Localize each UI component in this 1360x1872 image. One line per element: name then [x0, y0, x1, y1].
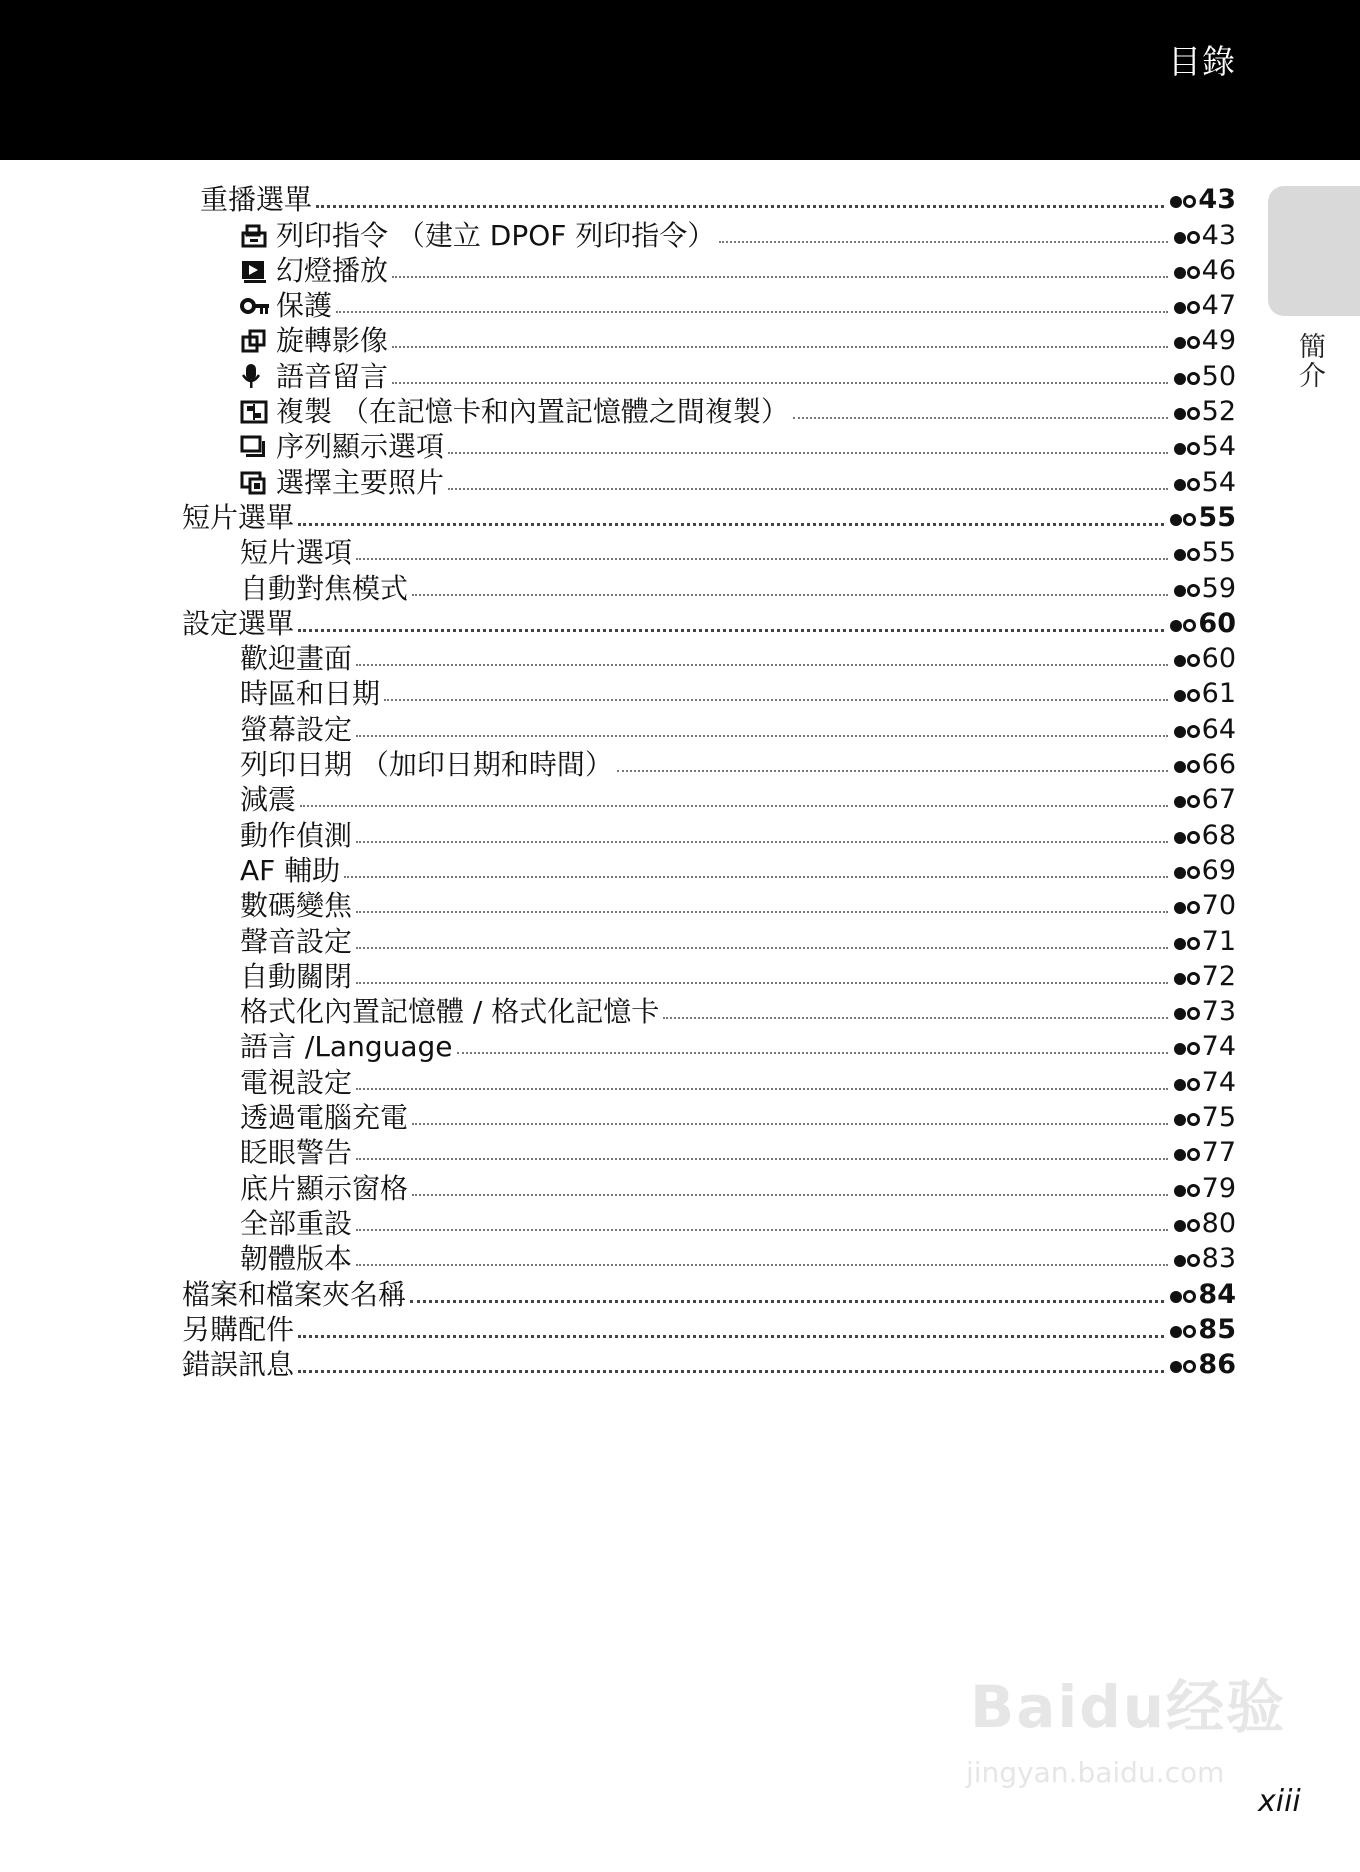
toc-entry-text: 數碼變焦 [240, 889, 353, 923]
toc-entry-text: 電視設定 [240, 1065, 353, 1099]
toc-entry-text: 短片選單 [182, 500, 295, 534]
toc-subentry[interactable] [182, 288, 1236, 323]
dot-leader [356, 664, 1168, 666]
toc-subentry[interactable] [182, 217, 1236, 252]
dot-leader [392, 276, 1168, 278]
reference-section-icon [1174, 687, 1200, 702]
toc-entry-text: 歡迎畫面 [240, 642, 353, 676]
toc-page-number: 72 [1201, 960, 1236, 992]
reference-section-icon [1174, 1252, 1200, 1267]
dot-leader [356, 1088, 1168, 1090]
toc-entry-text: 時區和日期 [240, 677, 381, 711]
toc-entry-text: 設定選單 [182, 606, 295, 640]
toc-entry-text: 錯誤訊息 [182, 1348, 295, 1382]
dot-leader [298, 1335, 1164, 1338]
toc-page-number: 55 [1201, 537, 1236, 569]
toc-page-reference [1170, 182, 1236, 217]
page-number: xiii [1258, 1784, 1301, 1819]
section-tab [1268, 186, 1360, 316]
toc-page-reference [1174, 994, 1236, 1029]
toc-page-reference [1174, 571, 1236, 606]
toc-page-number: 50 [1201, 360, 1236, 392]
toc-page-reference [1174, 959, 1236, 994]
dot-leader [663, 1017, 1167, 1019]
reference-section-icon [1174, 1111, 1200, 1126]
toc-page-number: 79 [1201, 1172, 1236, 1204]
toc-page-reference [1174, 782, 1236, 817]
toc-entry-label [240, 253, 388, 288]
toc-entry-label [240, 782, 296, 817]
toc-page-number: 60 [1201, 643, 1236, 675]
toc-page-number: 54 [1201, 466, 1236, 498]
toc-subentry[interactable] [182, 1170, 1236, 1205]
toc-section-entry[interactable] [182, 500, 1236, 535]
dot-leader [298, 523, 1164, 526]
toc-page-reference [1174, 712, 1236, 747]
toc-page-reference [1174, 747, 1236, 782]
toc-entry-text: 列印日期 （加印日期和時間） [240, 748, 613, 782]
toc-entry-text: 自動關閉 [240, 959, 353, 993]
reference-section-icon [1174, 793, 1200, 808]
toc-subentry[interactable] [182, 641, 1236, 676]
reference-section-icon [1174, 723, 1200, 738]
toc-page-reference [1174, 1100, 1236, 1135]
toc-entry-label [240, 994, 659, 1029]
dot-leader [412, 1194, 1168, 1196]
toc-page-reference [1174, 218, 1236, 253]
toc-entry-text: 格式化內置記憶體 / 格式化記憶卡 [240, 995, 660, 1029]
reference-section-icon [1174, 829, 1200, 844]
toc-page-number: 70 [1201, 890, 1236, 922]
toc-page-reference [1174, 394, 1236, 429]
toc-entry-label [240, 429, 444, 464]
toc-page-number: 61 [1201, 678, 1236, 710]
toc-page-reference [1174, 676, 1236, 711]
header-title: 目錄 [1168, 42, 1236, 81]
dot-leader [300, 805, 1168, 807]
toc-page-number: 75 [1201, 1102, 1236, 1134]
toc-entry-label [240, 218, 715, 253]
toc-subentry[interactable] [182, 253, 1236, 288]
dot-leader [384, 699, 1168, 701]
toc-entry-text: 語音留言 [276, 359, 389, 393]
reference-section-icon [1174, 405, 1200, 420]
toc-subentry[interactable] [182, 817, 1236, 852]
toc-page-reference [1174, 288, 1236, 323]
toc-entry-label [240, 1065, 352, 1100]
toc-page-number: 85 [1198, 1313, 1236, 1345]
reference-section-icon [1174, 299, 1200, 314]
toc-page-reference [1174, 1065, 1236, 1100]
watermark-logo: Baidu经验 [970, 1673, 1287, 1741]
toc-page-reference [1174, 323, 1236, 358]
slide-show-icon [240, 256, 268, 280]
dot-leader [392, 346, 1168, 348]
copy-icon [240, 397, 268, 421]
protect-key-icon [240, 291, 268, 315]
toc-page-number: 43 [1201, 219, 1236, 251]
toc-entry-label [240, 288, 332, 323]
dot-leader [392, 382, 1168, 384]
toc-section-entry[interactable] [182, 182, 1236, 217]
reference-section-icon [1170, 511, 1196, 526]
reference-section-icon [1174, 1217, 1200, 1232]
toc-page-reference [1170, 1312, 1236, 1347]
toc-subentry[interactable] [182, 394, 1236, 429]
toc-page-reference [1174, 818, 1236, 853]
toc-entry-label [240, 641, 352, 676]
toc-page-number: 73 [1201, 996, 1236, 1028]
toc-entry-label [240, 712, 352, 747]
toc-subentry[interactable] [182, 464, 1236, 499]
dot-leader [316, 205, 1164, 208]
toc-entry-text: 重播選單 [200, 183, 313, 217]
reference-section-icon [1174, 440, 1200, 455]
toc-entry-label [240, 1135, 352, 1170]
reference-section-icon [1170, 1323, 1196, 1338]
toc-subentry[interactable] [182, 1135, 1236, 1170]
toc-entry-text: 列印指令 （建立 DPOF 列印指令） [276, 218, 716, 252]
dot-leader [356, 841, 1168, 843]
reference-section-icon [1170, 193, 1196, 208]
toc-subentry[interactable] [182, 1064, 1236, 1099]
toc-entry-text: 減震 [240, 783, 297, 817]
toc-entry-text: 檔案和檔案夾名稱 [182, 1277, 407, 1311]
toc-page-number: 55 [1198, 501, 1236, 533]
reference-section-icon [1174, 1182, 1200, 1197]
toc-page-number: 43 [1198, 184, 1236, 216]
toc-page-reference [1174, 1241, 1236, 1276]
watermark-url: jingyan.baidu.com [966, 1756, 1225, 1789]
toc-page-number: 86 [1198, 1349, 1236, 1381]
toc-page-reference [1174, 1135, 1236, 1170]
toc-entry-label [240, 676, 380, 711]
toc-entry-text: 動作偵測 [240, 818, 353, 852]
toc-entry-label [182, 1347, 294, 1382]
toc-page-number: 83 [1201, 1243, 1236, 1275]
toc-subentry[interactable] [182, 782, 1236, 817]
toc-page-reference [1174, 465, 1236, 500]
toc-page-number: 74 [1201, 1031, 1236, 1063]
toc-entry-label [240, 1206, 352, 1241]
toc-page-reference [1174, 253, 1236, 288]
dot-leader [298, 1370, 1164, 1373]
toc-subentry[interactable] [182, 429, 1236, 464]
toc-entry-text: 螢幕設定 [240, 712, 353, 746]
toc-entry-text: 序列顯示選項 [276, 430, 445, 464]
toc-subentry[interactable] [182, 923, 1236, 958]
reference-section-icon [1174, 1040, 1200, 1055]
page-header [0, 0, 1360, 160]
toc-subentry[interactable] [182, 358, 1236, 393]
toc-entry-label [240, 1029, 453, 1064]
toc-page-number: 66 [1201, 749, 1236, 781]
toc-page-number: 47 [1201, 290, 1236, 322]
toc-subentry[interactable] [182, 535, 1236, 570]
toc-page-number: 60 [1198, 607, 1236, 639]
sequence-display-icon [240, 432, 268, 456]
toc-page-reference [1170, 606, 1236, 641]
toc-page-number: 59 [1201, 572, 1236, 604]
toc-entry-label [240, 394, 789, 429]
toc-entry-text: 幻燈播放 [276, 253, 389, 287]
toc-subentry[interactable] [182, 747, 1236, 782]
toc-subentry[interactable] [182, 888, 1236, 923]
reference-section-icon [1174, 370, 1200, 385]
toc-subentry[interactable] [182, 711, 1236, 746]
dot-leader [298, 629, 1164, 632]
toc-section-entry[interactable] [182, 1312, 1236, 1347]
reference-section-icon [1174, 970, 1200, 985]
reference-section-icon [1174, 476, 1200, 491]
toc-page-number: 54 [1201, 431, 1236, 463]
toc-entry-text: 保護 [276, 289, 333, 323]
toc-entry-label [240, 1241, 352, 1276]
toc-entry-label [182, 1277, 406, 1312]
dot-leader [410, 1300, 1164, 1303]
dot-leader [356, 1264, 1168, 1266]
reference-section-icon [1174, 899, 1200, 914]
toc-page-number: 67 [1201, 784, 1236, 816]
toc-subentry[interactable] [182, 994, 1236, 1029]
toc-page-reference [1174, 853, 1236, 888]
toc-page-number: 71 [1201, 925, 1236, 957]
dot-leader [336, 311, 1168, 313]
toc-subentry[interactable] [182, 1100, 1236, 1135]
section-tab-label: 簡介 [1294, 332, 1325, 390]
toc-entry-label [240, 888, 352, 923]
toc-entry-label [240, 924, 352, 959]
toc-page-reference [1174, 641, 1236, 676]
rotate-image-icon [240, 326, 268, 350]
toc-entry-label [240, 747, 613, 782]
toc-page-reference [1174, 359, 1236, 394]
reference-section-icon [1174, 1146, 1200, 1161]
toc-entry-text: 短片選項 [240, 536, 353, 570]
reference-section-icon [1174, 652, 1200, 667]
dot-leader [356, 1229, 1168, 1231]
toc-page-reference [1174, 429, 1236, 464]
dot-leader [617, 770, 1168, 772]
toc-page-number: 46 [1201, 254, 1236, 286]
toc-entry-text: 複製 （在記憶卡和內置記憶體之間複製） [276, 395, 789, 429]
toc-entry-text: 選擇主要照片 [276, 465, 445, 499]
toc-subentry[interactable] [182, 323, 1236, 358]
reference-section-icon [1174, 229, 1200, 244]
toc-entry-label [240, 359, 388, 394]
toc-page-number: 80 [1201, 1207, 1236, 1239]
reference-section-icon [1174, 582, 1200, 597]
toc-page-reference [1174, 1029, 1236, 1064]
toc-page-reference [1174, 924, 1236, 959]
toc-entry-label [240, 853, 340, 888]
toc-page-reference [1174, 888, 1236, 923]
reference-section-icon [1174, 935, 1200, 950]
key-picture-icon [240, 468, 268, 492]
dot-leader [457, 1052, 1168, 1054]
toc-entry-text: 全部重設 [240, 1206, 353, 1240]
toc-page-number: 77 [1201, 1137, 1236, 1169]
toc-page-reference [1170, 1347, 1236, 1382]
toc-page-number: 69 [1201, 854, 1236, 886]
reference-section-icon [1174, 864, 1200, 879]
toc-page-number: 84 [1198, 1278, 1236, 1310]
toc-subentry[interactable] [182, 1206, 1236, 1241]
reference-section-icon [1170, 1358, 1196, 1373]
reference-section-icon [1174, 1076, 1200, 1091]
dot-leader [356, 947, 1168, 949]
toc-page-reference [1170, 1277, 1236, 1312]
toc-subentry[interactable] [182, 1241, 1236, 1276]
toc-entry-label [182, 1312, 294, 1347]
toc-page-number: 52 [1201, 396, 1236, 428]
toc-entry-label [240, 1100, 408, 1135]
toc-entry-text: 語言 /Language [240, 1030, 453, 1064]
reference-section-icon [1174, 758, 1200, 773]
dot-leader [793, 417, 1168, 419]
dot-leader [412, 594, 1168, 596]
toc-page-number: 64 [1201, 713, 1236, 745]
dot-leader [356, 982, 1168, 984]
toc-entry-text: 韌體版本 [240, 1242, 353, 1276]
reference-section-icon [1174, 264, 1200, 279]
toc-entry-label [240, 323, 388, 358]
toc-page-reference [1170, 500, 1236, 535]
toc-subentry[interactable] [182, 570, 1236, 605]
table-of-contents [182, 182, 1236, 1382]
toc-page-reference [1174, 535, 1236, 570]
dot-leader [356, 735, 1168, 737]
toc-section-entry[interactable] [182, 1276, 1236, 1311]
toc-page-number: 68 [1201, 819, 1236, 851]
toc-entry-label [240, 1171, 408, 1206]
toc-entry-text: 透過電腦充電 [240, 1101, 409, 1135]
toc-section-entry[interactable] [182, 606, 1236, 641]
reference-section-icon [1174, 546, 1200, 561]
toc-section-entry[interactable] [182, 1347, 1236, 1382]
toc-entry-text: 眨眼警告 [240, 1136, 353, 1170]
toc-page-number: 74 [1201, 1066, 1236, 1098]
dot-leader [356, 911, 1168, 913]
dot-leader [719, 241, 1167, 243]
dot-leader [448, 452, 1168, 454]
dot-leader [356, 558, 1168, 560]
toc-entry-label [200, 182, 312, 217]
toc-entry-text: 自動對焦模式 [240, 571, 409, 605]
dot-leader [344, 876, 1167, 878]
toc-entry-label [240, 959, 352, 994]
reference-section-icon [1170, 617, 1196, 632]
toc-entry-text: AF 輔助 [240, 853, 341, 887]
reference-section-icon [1174, 1005, 1200, 1020]
toc-subentry[interactable] [182, 676, 1236, 711]
toc-entry-label [240, 818, 352, 853]
microphone-icon [240, 362, 268, 386]
dot-leader [356, 1158, 1168, 1160]
toc-entry-label [240, 465, 444, 500]
toc-subentry[interactable] [182, 853, 1236, 888]
toc-entry-text: 底片顯示窗格 [240, 1171, 409, 1205]
toc-entry-label [240, 571, 408, 606]
toc-subentry[interactable] [182, 1029, 1236, 1064]
toc-entry-text: 另購配件 [182, 1312, 295, 1346]
toc-page-reference [1174, 1171, 1236, 1206]
toc-page-number: 49 [1201, 325, 1236, 357]
reference-section-icon [1174, 334, 1200, 349]
dot-leader [412, 1123, 1168, 1125]
reference-section-icon [1170, 1288, 1196, 1303]
toc-entry-text: 旋轉影像 [276, 324, 389, 358]
toc-page-reference [1174, 1206, 1236, 1241]
print-order-icon [240, 221, 268, 245]
toc-entry-label [182, 500, 294, 535]
dot-leader [448, 488, 1168, 490]
toc-subentry[interactable] [182, 959, 1236, 994]
toc-entry-label [182, 606, 294, 641]
toc-entry-label [240, 535, 352, 570]
toc-entry-text: 聲音設定 [240, 924, 353, 958]
